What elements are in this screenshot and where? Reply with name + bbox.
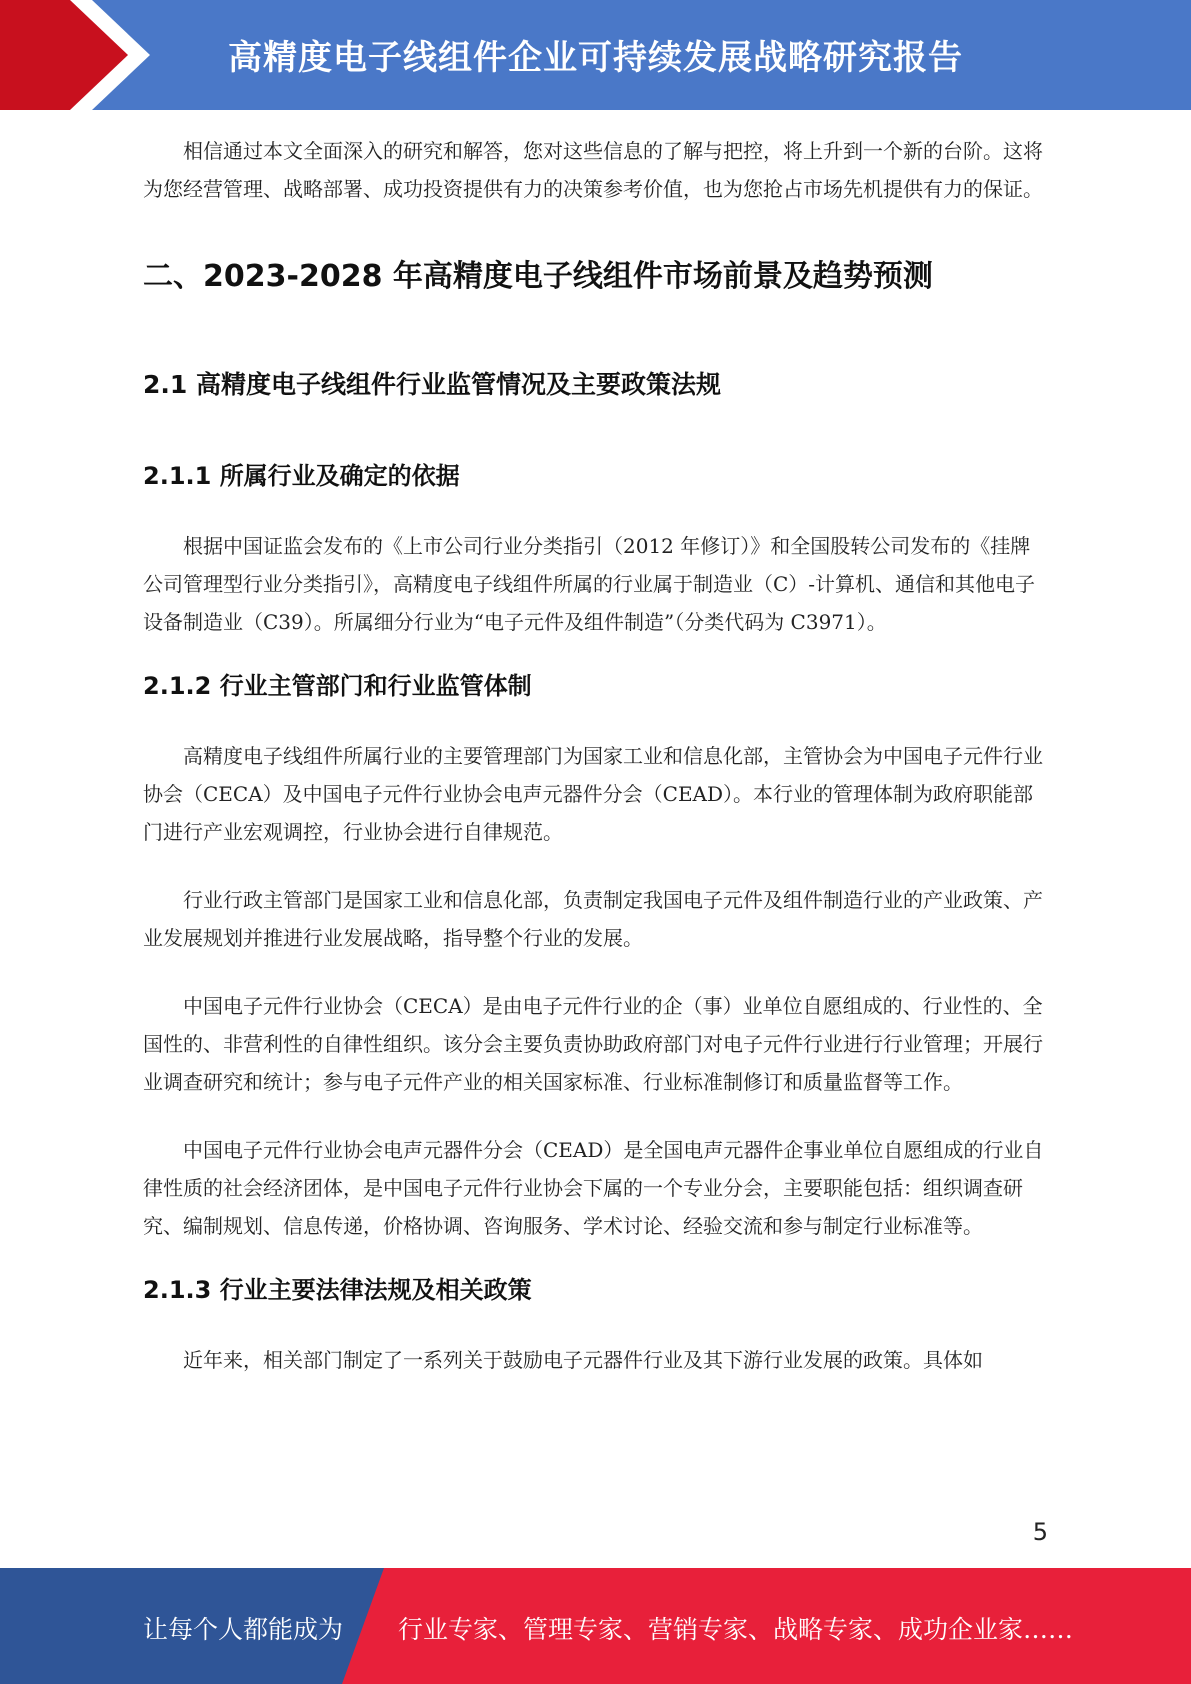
subsection-213-heading: 2.1.3 行业主要法律法规及相关政策 (143, 1276, 532, 1304)
subsection-heading: 2.1 高精度电子线组件行业监管情况及主要政策法规 (143, 370, 721, 399)
subsection-212-paragraph: 中国电子元件行业协会（CECA）是由电子元件行业的企（事）业单位自愿组成的、行业性的、全国性的、非营利性的自律性组织。该分会主要负责协助政府部门对电子元件行业进行行业管理；开展行业调查研究和统计；参与电子元件产业的相关国家标准、行业标准制修订和质量监督等工作。 (143, 994, 1043, 1094)
page-header-band (0, 0, 1191, 110)
intro-paragraph: 相信通过本文全面深入的研究和解答，您对这些信息的了解与把控，将上升到一个新的台阶。这将为您经营管理、战略部署、成功投资提供有力的决策参考价值，也为您抢占市场先机提供有力的保证。 (143, 139, 1043, 201)
section-heading: 二、2023-2028 年高精度电子线组件市场前景及趋势预测 (143, 259, 933, 294)
subsection-212-paragraph: 行业行政主管部门是国家工业和信息化部，负责制定我国电子元件及组件制造行业的产业政策、产业发展规划并推进行业发展战略，指导整个行业的发展。 (143, 888, 1043, 950)
subsection-212-paragraph: 中国电子元件行业协会电声元器件分会（CEAD）是全国电声元器件企事业单位自愿组成的行业自律性质的社会经济团体，是中国电子元件行业协会下属的一个专业分会，主要职能包括：组织调查研究、编制规划、信息传递，价格协调、咨询服务、学术讨论、经验交流和参与制定行业标准等。 (143, 1138, 1044, 1238)
footer-slogan-left: 让每个人都能成为 (143, 1615, 344, 1644)
subsection-213-paragraph: 近年来，相关部门制定了一系列关于鼓励电子元器件行业及其下游行业发展的政策。具体如 (183, 1348, 983, 1372)
report-title: 高精度电子线组件企业可持续发展战略研究报告 (228, 38, 963, 78)
header-chevron-icon (0, 0, 160, 110)
subsection-212-heading: 2.1.2 行业主管部门和行业监管体制 (143, 672, 532, 700)
footer-slogan-right: 行业专家、管理专家、营销专家、战略专家、成功企业家…… (398, 1615, 1074, 1644)
subsection-211-paragraph: 根据中国证监会发布的《上市公司行业分类指引（2012 年修订）》和全国股转公司发布的《挂牌公司管理型行业分类指引》，高精度电子线组件所属的行业属于制造业（C）-计算机、通信和其他电子设备制造业（C39）。所属细分行业为“电子元件及组件制造”（分类代码为 C3971）。 (143, 534, 1036, 634)
document-body (143, 132, 1048, 1379)
subsection-211-heading: 2.1.1 所属行业及确定的依据 (143, 462, 460, 490)
page-number: 5 (1032, 1518, 1048, 1546)
subsection-212-paragraph: 高精度电子线组件所属行业的主要管理部门为国家工业和信息化部，主管协会为中国电子元件行业协会（CECA）及中国电子元件行业协会电声元器件分会（CEAD）。本行业的管理体制为政府职能部门进行产业宏观调控，行业协会进行自律规范。 (143, 744, 1043, 844)
page-footer-band (0, 1568, 1191, 1684)
